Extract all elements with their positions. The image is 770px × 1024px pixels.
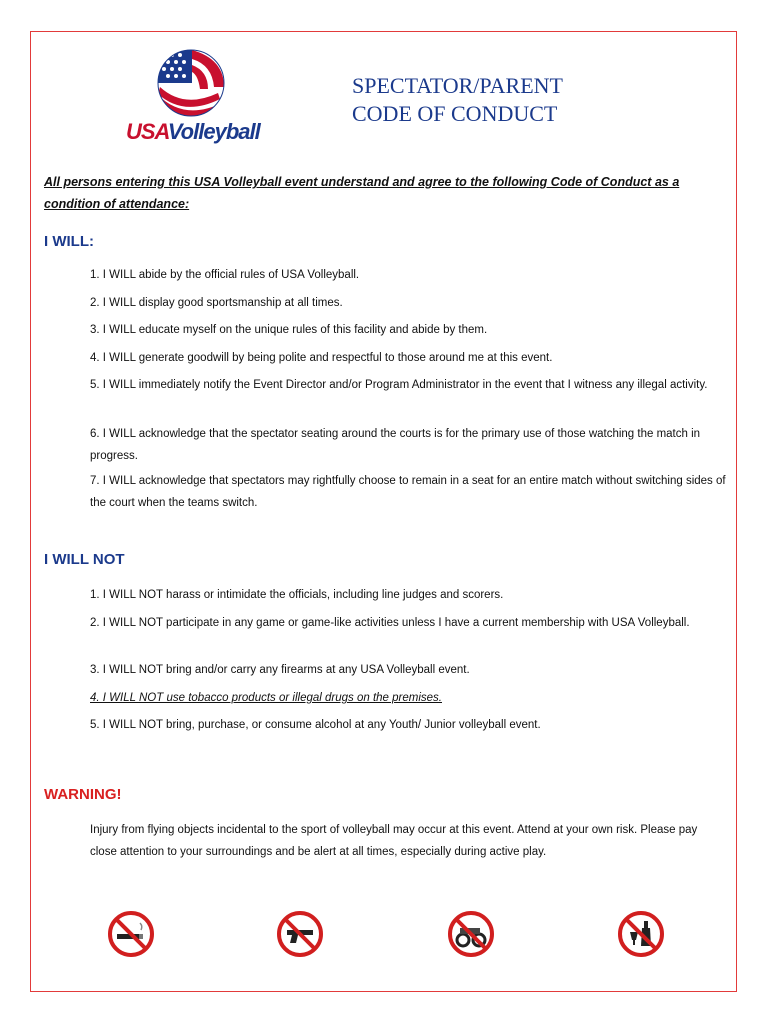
i-will-not-item-1: 1. I WILL NOT harass or intimidate the officials, including line judges and scorers. xyxy=(90,589,504,601)
no-smoking-icon xyxy=(107,910,155,958)
i-will-not-item-3: 3. I WILL NOT bring and/or carry any firearms at any USA Volleyball event. xyxy=(90,664,470,676)
no-firearms-icon xyxy=(276,910,324,958)
warning-heading: WARNING! xyxy=(44,786,122,803)
no-alcohol-icon xyxy=(617,910,665,958)
title-line-1: SPECTATOR/PARENT xyxy=(352,73,563,98)
i-will-not-heading: I WILL NOT xyxy=(44,551,125,568)
usa-volleyball-logo xyxy=(126,47,260,149)
no-wheels-icon xyxy=(447,910,495,958)
i-will-not-item-4: 4. I WILL NOT use tobacco products or illegal drugs on the premises. xyxy=(90,692,442,704)
logo-text-volleyball: Volleyball xyxy=(167,119,260,144)
title-line-2: CODE OF CONDUCT xyxy=(352,101,558,126)
i-will-item-2: 2. I WILL display good sportsmanship at all times. xyxy=(90,297,343,309)
i-will-heading: I WILL: xyxy=(44,233,94,250)
i-will-not-item-5: 5. I WILL NOT bring, purchase, or consume alcohol at any Youth/ Junior volleyball event. xyxy=(90,719,541,731)
i-will-item-1: 1. I WILL abide by the official rules of USA Volleyball. xyxy=(90,269,360,281)
i-will-item-4: 4. I WILL generate goodwill by being polite and respectful to those around me at this event. xyxy=(90,352,553,364)
i-will-item-3: 3. I WILL educate myself on the unique rules of this facility and abide by them. xyxy=(90,324,488,336)
intro-statement: All persons entering this USA Volleyball event understand and agree to the following Code of Conduct as a condition of attendance: xyxy=(44,175,680,211)
i-will-item-6: 6. I WILL acknowledge that the spectator seating around the courts is for the primary use of those watching the match in progress. xyxy=(90,428,701,462)
volleyball-icon xyxy=(126,47,256,122)
warning-text: Injury from flying objects incidental to the sport of volleyball may occur at this event. Attend at your own risk. Please pay close attention to your surroundings and be alert at all times, especially during active play. xyxy=(90,824,698,858)
i-will-item-5: 5. I WILL immediately notify the Event Director and/or Program Administrator in the event that I witness any illegal activity. xyxy=(90,379,708,391)
i-will-not-item-2: 2. I WILL NOT participate in any game or game-like activities unless I have a current membership with USA Volleyball. xyxy=(90,617,690,629)
i-will-item-7: 7. I WILL acknowledge that spectators may rightfully choose to remain in a seat for an entire match without switching sides of the court when the teams switch. xyxy=(90,475,726,509)
page-title xyxy=(352,72,563,128)
logo-text-usa: USA xyxy=(126,119,168,144)
